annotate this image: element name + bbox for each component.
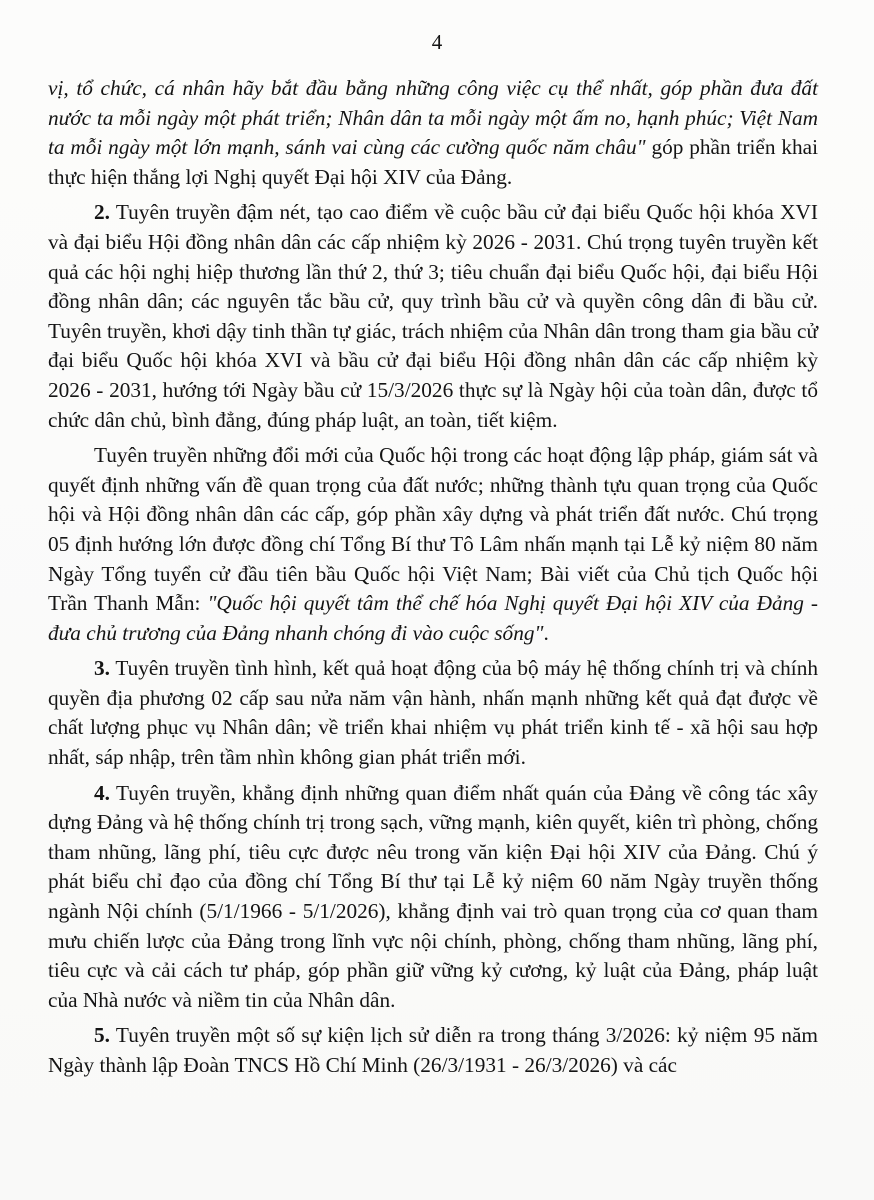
paragraph-item-2 xyxy=(48,198,818,435)
document-body xyxy=(48,74,818,1087)
paragraph-text: Tuyên truyền, khẳng định những quan điểm nhất quán của Đảng về công tác xây dựng Đảng và hệ thống chính trị trong sạch, vững mạnh, kiên quyết, kiên trì phòng, chống tham nhũng, lãng phí, tiêu cực được nêu trong văn kiện Đại hội XIV của Đảng. Chú ý phát biểu chỉ đạo của đồng chí Tổng Bí thư tại Lễ kỷ niệm 60 năm Ngày truyền thống ngành Nội chính (5/1/1966 - 5/1/2026), khẳng định vai trò quan trọng của cơ quan tham mưu chiến lược của Đảng trong lĩnh vực nội chính, phòng, chống tham nhũng, lãng phí, tiêu cực và cải cách tư pháp, góp phần giữ vững kỷ cương, kỷ luật của Đảng, pháp luật của Nhà nước và niềm tin của Nhân dân. xyxy=(48,780,818,1012)
paragraph-continuation xyxy=(48,74,818,192)
page-number: 4 xyxy=(431,30,443,54)
quoted-slogan: vị, tổ chức, cá nhân hãy bắt đầu bằng những công việc cụ thể nhất, góp phần đưa đất nước ta mỗi ngày một phát triển; Nhân dân ta mỗi ngày một ấm no, hạnh phúc; Việt Nam ta mỗi ngày một lớn mạnh, sánh vai cùng các cường quốc năm châu" xyxy=(48,76,818,160)
paragraph-item-5 xyxy=(48,1021,818,1080)
paragraph-item-2-continued xyxy=(48,441,818,648)
paragraph-item-3 xyxy=(48,654,818,772)
paragraph-tail: . xyxy=(543,620,549,645)
item-number: 2. xyxy=(94,200,110,225)
paragraph-text: Tuyên truyền một số sự kiện lịch sử diễn ra trong tháng 3/2026: kỷ niệm 95 năm Ngày thành lập Đoàn TNCS Hồ Chí Minh (26/3/1931 - 26/3/2026) và các xyxy=(48,1023,818,1077)
item-number: 5. xyxy=(94,1023,110,1048)
paragraph-text: Tuyên truyền đậm nét, tạo cao điểm về cuộc bầu cử đại biểu Quốc hội khóa XVI và đại biểu Hội đồng nhân dân các cấp nhiệm kỳ 2026 - 2031. Chú trọng tuyên truyền kết quả các hội nghị hiệp thương lần thứ 2, thứ 3; tiêu chuẩn đại biểu Quốc hội, đại biểu Hội đồng nhân dân; các nguyên tắc bầu cử, quy trình bầu cử và quyền công dân đi bầu cử. Tuyên truyền, khơi dậy tinh thần tự giác, trách nhiệm của Nhân dân trong tham gia bầu cử đại biểu Quốc hội khóa XVI và bầu cử đại biểu Hội đồng nhân dân các cấp nhiệm kỳ 2026 - 2031, hướng tới Ngày bầu cử 15/3/2026 thực sự là Ngày hội của toàn dân, được tổ chức dân chủ, bình đẳng, đúng pháp luật, an toàn, tiết kiệm. xyxy=(48,200,818,432)
paragraph-text: Tuyên truyền những đổi mới của Quốc hội trong các hoạt động lập pháp, giám sát và quyết định những vấn đề quan trọng của đất nước; những thành tựu quan trọng của Quốc hội và Hội đồng nhân dân các cấp, góp phần xây dựng và phát triển đất nước. Chú trọng 05 định hướng lớn được đồng chí Tổng Bí thư Tô Lâm nhấn mạnh tại Lễ kỷ niệm 80 năm Ngày Tổng tuyển cử đầu tiên bầu Quốc hội Việt Nam; Bài viết của Chủ tịch Quốc hội Trần Thanh Mẫn: xyxy=(48,443,818,616)
article-title: "Quốc hội quyết tâm thể chế hóa Nghị quyết Đại hội XIV của Đảng - đưa chủ trương của Đảng nhanh chóng đi vào cuộc sống" xyxy=(48,591,818,645)
item-number: 3. xyxy=(94,656,110,681)
paragraph-item-4 xyxy=(48,779,818,1016)
paragraph-text: góp phần triển khai thực hiện thắng lợi Nghị quyết Đại hội XIV của Đảng. xyxy=(48,135,818,189)
paragraph-text: Tuyên truyền tình hình, kết quả hoạt động của bộ máy hệ thống chính trị và chính quyền địa phương 02 cấp sau nửa năm vận hành, nhấn mạnh những kết quả đạt được về chất lượng phục vụ Nhân dân; về triển khai nhiệm vụ phát triển kinh tế - xã hội sau hợp nhất, sáp nhập, trên tầm nhìn không gian phát triển mới. xyxy=(48,656,818,770)
item-number: 4. xyxy=(94,780,110,805)
